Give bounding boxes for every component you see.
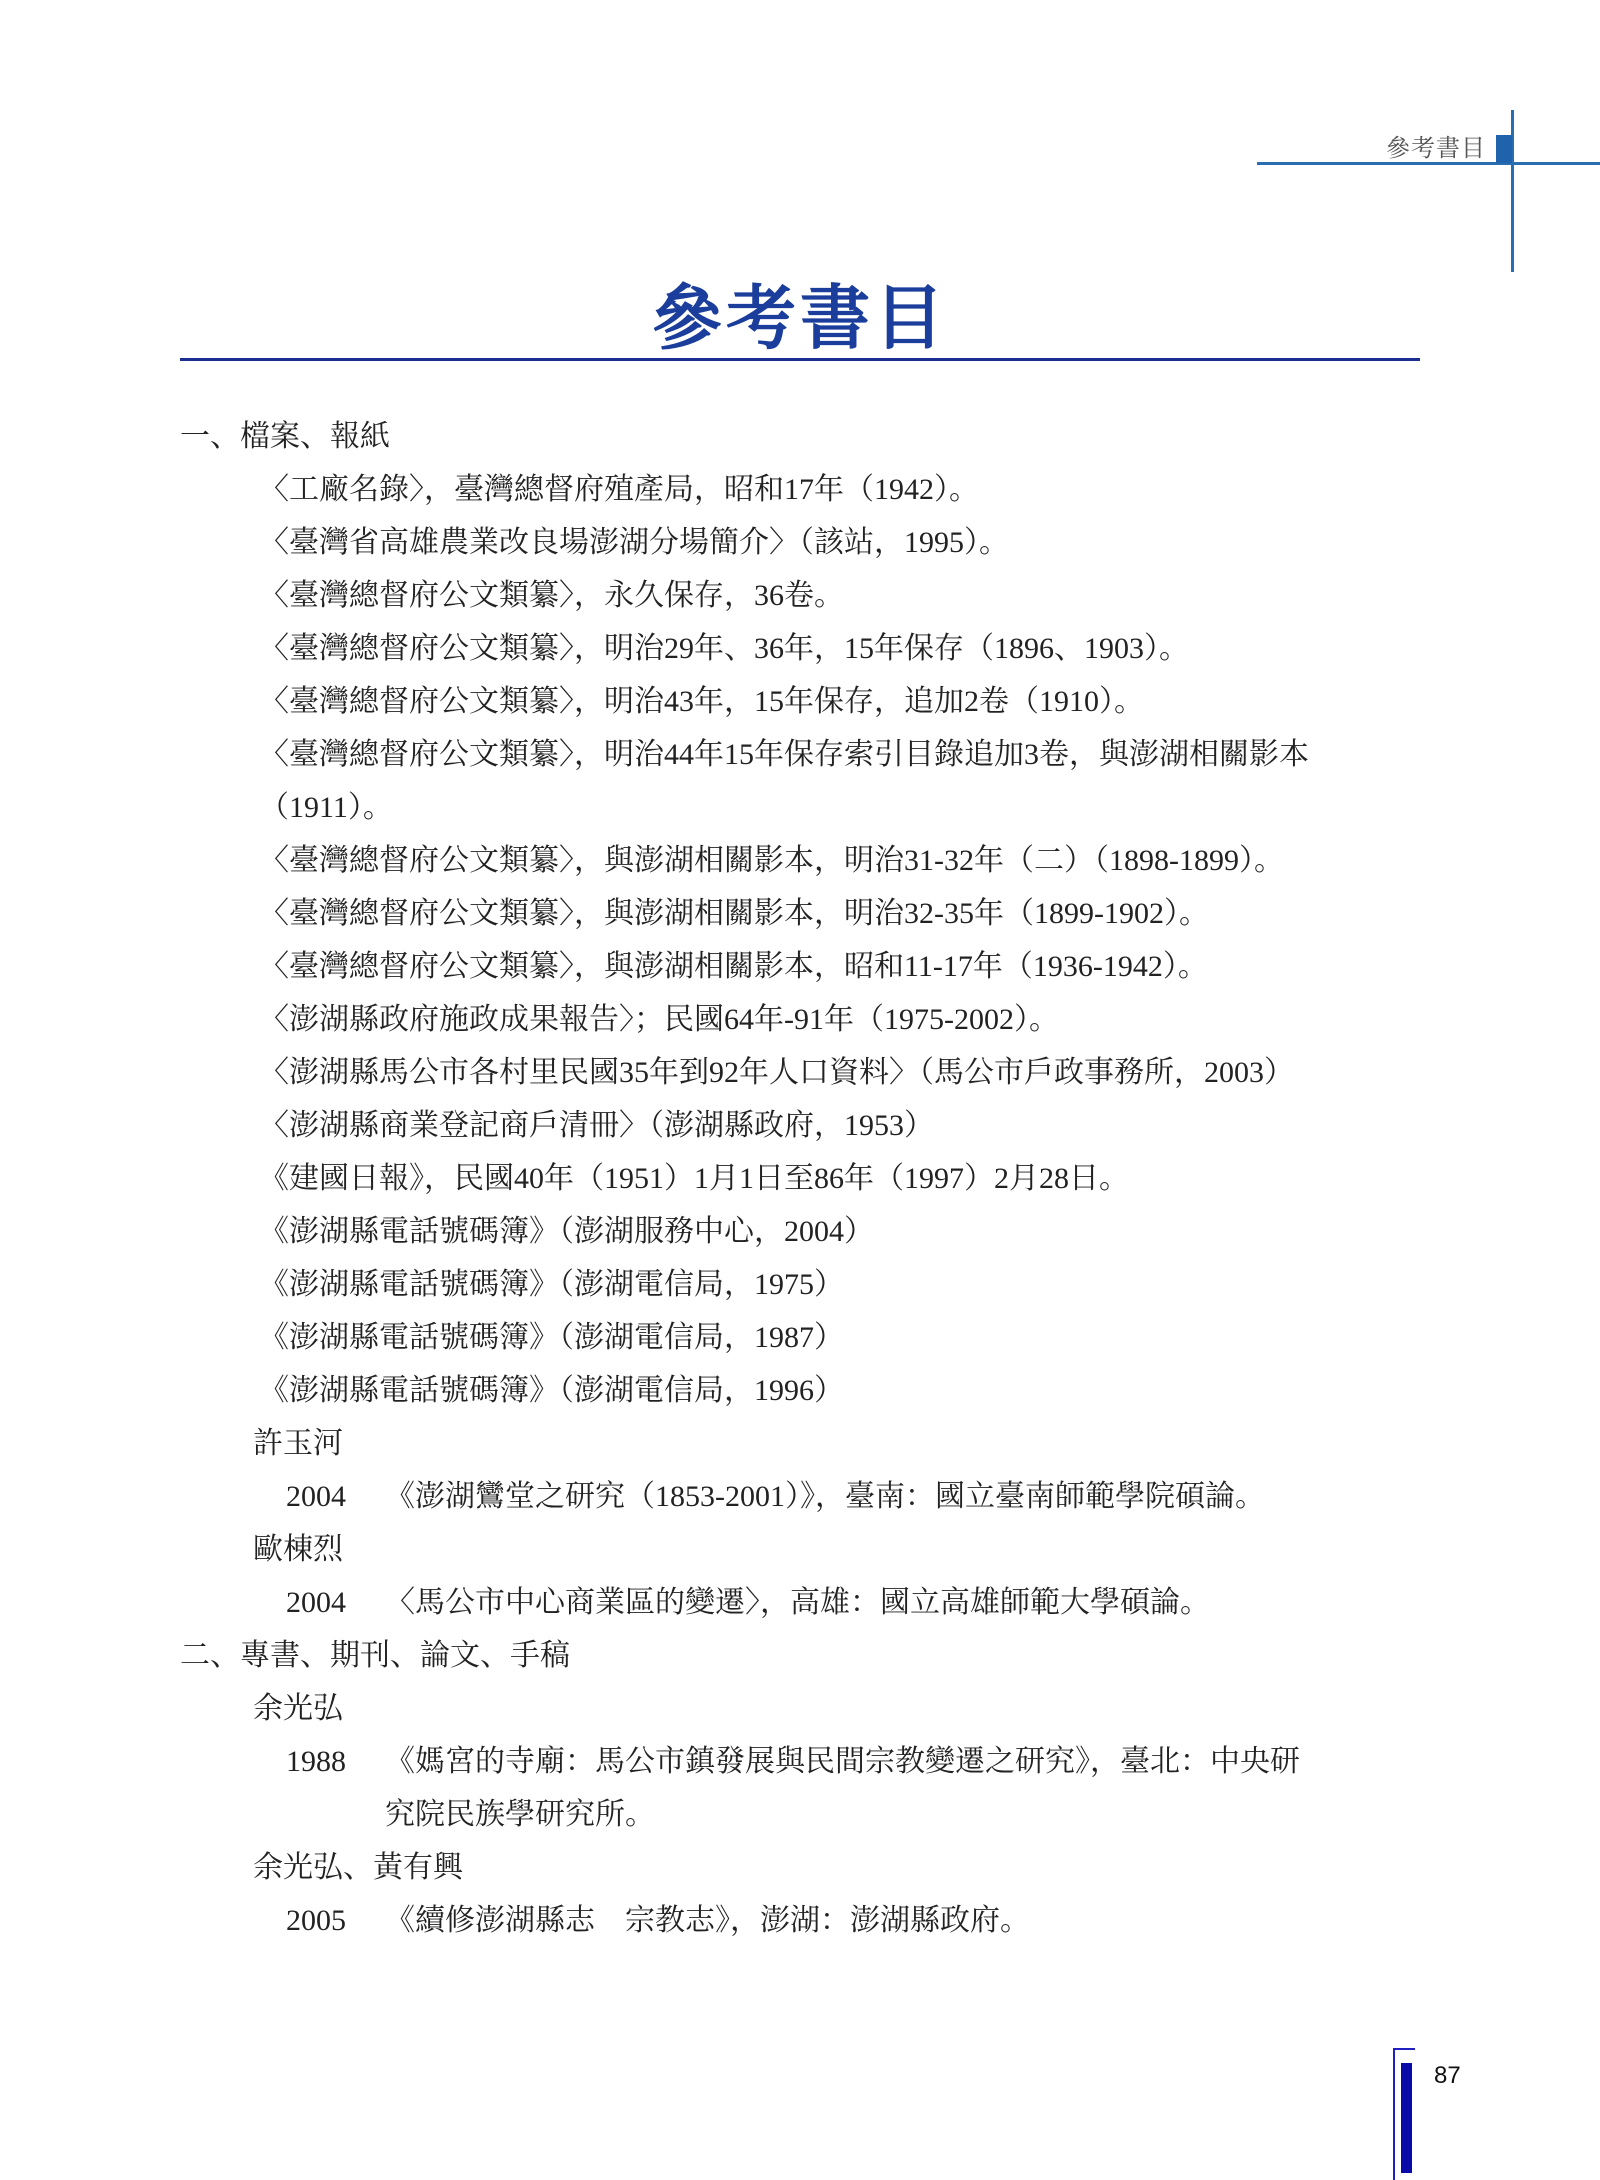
page-title: 參考書目	[652, 281, 948, 358]
author-work	[0, 1894, 1600, 1947]
bib-entry: 〈澎湖縣政府施政成果報告〉；民國64年-91年（1975-2002）。	[259, 1003, 1059, 1036]
author-name: 余光弘、黃有興	[253, 1851, 463, 1884]
author-name: 許玉河	[253, 1427, 343, 1460]
work-title: 《澎湖鸞堂之研究（1853-2001）》，臺南：國立臺南師範學院碩論。	[385, 1480, 1265, 1513]
author-name: 歐棟烈	[253, 1533, 343, 1566]
bib-entry: 《澎湖縣電話號碼簿》（澎湖服務中心，2004）	[259, 1215, 874, 1248]
bib-entry: 〈澎湖縣馬公市各村里民國35年到92年人口資料〉（馬公市戶政事務所，2003）	[259, 1056, 1294, 1089]
work-title-continuation: 究院民族學研究所。	[385, 1798, 655, 1831]
running-header: 參考書目	[1386, 136, 1486, 162]
bib-entry: 〈臺灣省高雄農業改良場澎湖分場簡介〉（該站，1995）。	[259, 526, 1009, 559]
bib-entry: 〈工廠名錄〉，臺灣總督府殖產局，昭和17年（1942）。	[259, 473, 979, 506]
bib-entry: 〈臺灣總督府公文類纂〉，與澎湖相關影本，昭和11-17年（1936-1942）。	[259, 950, 1208, 983]
author-work	[0, 1576, 1600, 1629]
author-name: 余光弘	[253, 1692, 343, 1725]
bib-entry-continuation: （1911）。	[259, 791, 393, 824]
work-title: 《媽宮的寺廟：馬公市鎮發展與民間宗教變遷之研究》，臺北：中央研	[385, 1745, 1300, 1778]
work-year: 2004	[286, 1480, 346, 1513]
page-number-bar	[1401, 2063, 1412, 2173]
bib-entry: 〈臺灣總督府公文類纂〉，明治44年15年保存索引目錄追加3卷，與澎湖相關影本	[259, 738, 1309, 771]
section-heading: 一、檔案、報紙	[180, 420, 390, 453]
bib-entry: 〈臺灣總督府公文類纂〉，與澎湖相關影本，明治32-35年（1899-1902）。	[259, 897, 1209, 930]
bib-entry: 《澎湖縣電話號碼簿》（澎湖電信局，1987）	[259, 1321, 844, 1354]
page-number: 87	[1434, 2062, 1461, 2089]
work-title: 《續修澎湖縣志 宗教志》，澎湖：澎湖縣政府。	[385, 1904, 1030, 1937]
author-work	[0, 1735, 1600, 1788]
header-marker	[1496, 135, 1512, 163]
author-work	[0, 1470, 1600, 1523]
bib-entry: 〈臺灣總督府公文類纂〉，明治29年、36年，15年保存（1896、1903）。	[259, 632, 1189, 665]
bib-entry: 《澎湖縣電話號碼簿》（澎湖電信局，1975）	[259, 1268, 844, 1301]
bib-entry: 《建國日報》，民國40年（1951）1月1日至86年（1997）2月28日。	[259, 1162, 1129, 1195]
bib-entry: 〈臺灣總督府公文類纂〉，永久保存，36卷。	[259, 579, 844, 612]
bib-entry: 〈臺灣總督府公文類纂〉，明治43年，15年保存，追加2卷（1910）。	[259, 685, 1144, 718]
work-year: 1988	[286, 1745, 346, 1778]
section-heading: 二、專書、期刊、論文、手稿	[180, 1639, 570, 1672]
work-year: 2004	[286, 1586, 346, 1619]
title-rule	[180, 358, 1420, 361]
bib-entry: 〈澎湖縣商業登記商戶清冊〉（澎湖縣政府，1953）	[259, 1109, 934, 1142]
bib-entry: 〈臺灣總督府公文類纂〉，與澎湖相關影本，明治31-32年（二）（1898-1899）。	[259, 844, 1284, 877]
work-year: 2005	[286, 1904, 346, 1937]
work-title: 〈馬公市中心商業區的變遷〉，高雄：國立高雄師範大學碩論。	[385, 1586, 1210, 1619]
bib-entry: 《澎湖縣電話號碼簿》（澎湖電信局，1996）	[259, 1374, 844, 1407]
bibliography	[0, 410, 1600, 1947]
